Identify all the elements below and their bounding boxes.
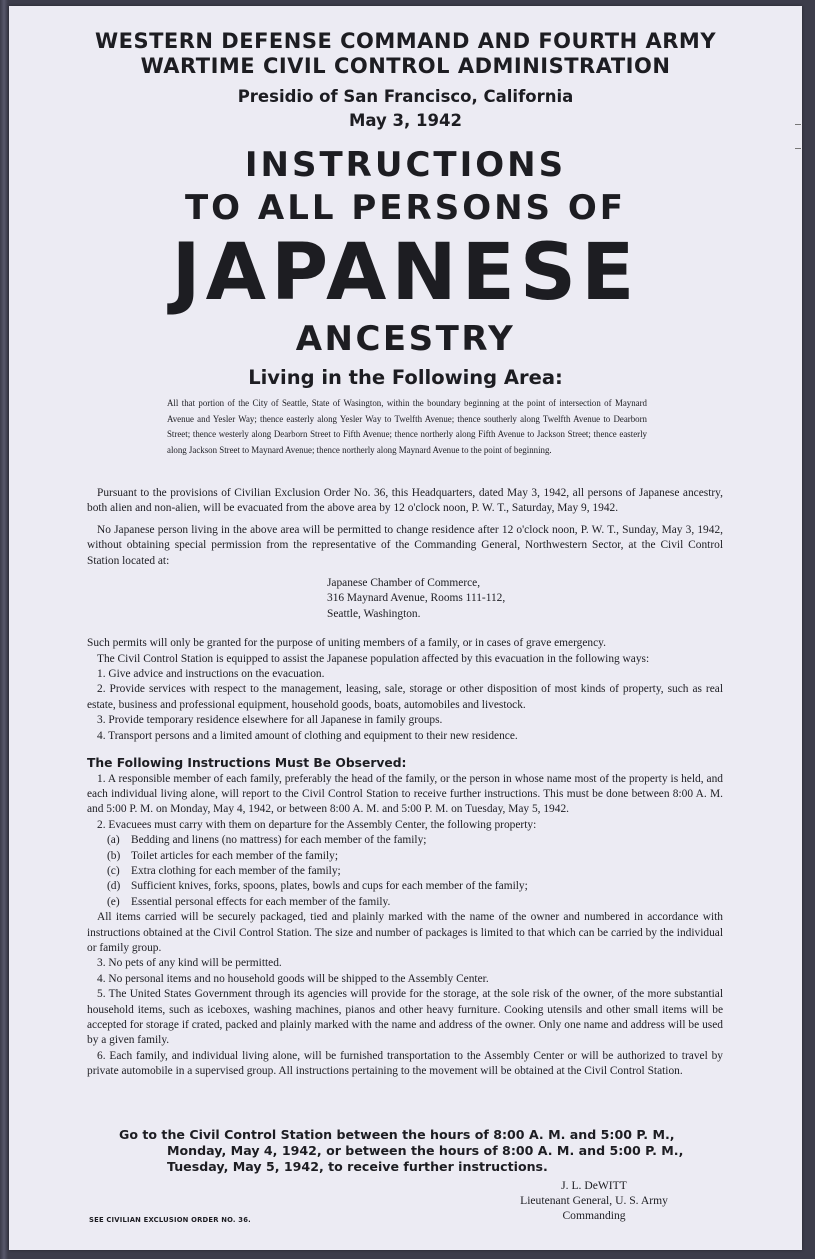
property-text: Sufficient knives, forks, spoons, plates, bowls and cups for each member of the family;: [131, 880, 528, 893]
header-command: WESTERN DEFENSE COMMAND AND FOURTH ARMY: [94, 29, 717, 53]
title-instructions: INSTRUCTIONS: [244, 145, 567, 185]
signature-name: J. L. DeWITT: [561, 1179, 627, 1192]
property-item: [87, 879, 723, 894]
edge-mark: [795, 124, 801, 125]
instruction-item: 4. No personal items and no household goods will be shipped to the Assembly Center.: [97, 972, 489, 985]
closing-line: Monday, May 4, 1942, or between the hours of 8:00 A. M. and 5:00 P. M.,: [167, 1143, 684, 1158]
title-ancestry: ANCESTRY: [295, 319, 516, 359]
property-text: Bedding and linens (no mattress) for each member of the family;: [131, 834, 427, 847]
property-item: [87, 833, 723, 848]
title-japanese: JAPANESE: [171, 228, 640, 318]
property-item: [87, 895, 723, 910]
instruction-item: 1. A responsible member of each family, preferably the head of the family, or the person in whose name most of the property is held, and each individual living alone, will report to the Civil Control Station to receive further instructions. This must be done between 8:00 A. M. and 5:00 P. M. on Monday, May 4, 1942, or between 8:00 A. M. and 5:00 P. M. on Tuesday, May 5, 1942.: [87, 772, 723, 816]
instruction-item: 6. Each family, and individual living alone, will be furnished transportation to the Assembly Center or will be authorized to travel by private automobile in a supervised group. All instructions pertaining to the movement will be obtained at the Civil Control Station.: [87, 1049, 723, 1078]
property-label: (e): [107, 895, 120, 908]
service-item: 1. Give advice and instructions on the evacuation.: [97, 668, 325, 681]
address-line: Japanese Chamber of Commerce,: [327, 577, 481, 590]
paragraph-permits: Such permits will only be granted for the purpose of uniting members of a family, or in cases of grave emergency.: [87, 637, 606, 650]
paragraph-exclusion-order: Pursuant to the provisions of Civilian Exclusion Order No. 36, this Headquarters, dated May 3, 1942, all persons of Japanese ancestry, both alien and non-alien, will be evacuated from the above area by 12 o'clock noon, P. W. T., Saturday, May 9, 1942.: [87, 487, 723, 515]
instructions-heading: The Following Instructions Must Be Observed:: [87, 756, 407, 771]
paragraph-control-station: The Civil Control Station is equipped to assist the Japanese population affected by this evacuation in the following ways:: [97, 652, 650, 665]
header-date: May 3, 1942: [349, 111, 462, 130]
address-line: Seattle, Washington.: [327, 607, 421, 620]
control-station-address: [87, 576, 723, 622]
service-item: 2. Provide services with respect to the management, leasing, sale, storage or other disposition of most kinds of property, such as real estate, business and professional equipment, household goods, boats, automobiles and livestock.: [87, 683, 723, 711]
poster-sheet: [9, 6, 802, 1250]
edge-mark: [795, 148, 801, 149]
notice-body: [87, 486, 723, 1080]
paragraph-packaging: All items carried will be securely packaged, tied and plainly marked with the name of the owner and numbered in accordance with instructions obtained at the Civil Control Station. The size and number of packages is limited to that which can be carried by the individual or family group.: [87, 911, 723, 954]
instruction-item: 2. Evacuees must carry with them on departure for the Assembly Center, the following property:: [97, 818, 537, 831]
paragraph-residence-change: No Japanese person living in the above area will be permitted to change residence after 12 o'clock noon, P. W. T., Sunday, May 3, 1942, without obtaining special permission from the representative of the Commanding General, Northwestern Sector, at the Civil Control Station located at:: [87, 523, 723, 567]
property-item: [87, 849, 723, 864]
property-text: Essential personal effects for each member of the family.: [131, 895, 391, 908]
service-item: 3. Provide temporary residence elsewhere for all Japanese in family groups.: [97, 714, 443, 727]
address-line: 316 Maynard Avenue, Rooms 111-112,: [327, 592, 506, 605]
property-text: Extra clothing for each member of the family;: [131, 864, 341, 877]
footer-order-reference: SEE CIVILIAN EXCLUSION ORDER NO. 36.: [89, 1216, 251, 1224]
signature-role: Commanding: [562, 1209, 626, 1222]
service-item: 4. Transport persons and a limited amount of clothing and equipment to their new residence.: [97, 729, 518, 742]
property-item: [87, 864, 723, 879]
title-area-subtitle: Living in the Following Area:: [248, 366, 563, 389]
property-label: (a): [107, 834, 120, 847]
header-administration: WARTIME CIVIL CONTROL ADMINISTRATION: [140, 54, 671, 78]
closing-line: Go to the Civil Control Station between the hours of 8:00 A. M. and 5:00 P. M.,: [119, 1127, 675, 1142]
closing-line: Tuesday, May 5, 1942, to receive further instructions.: [167, 1159, 548, 1174]
title-to-all-persons: TO ALL PERSONS OF: [184, 188, 627, 228]
signature-rank: Lieutenant General, U. S. Army: [520, 1194, 668, 1207]
property-text: Toilet articles for each member of the family;: [131, 849, 338, 862]
area-description: All that portion of the City of Seattle, State of Wasington, within the boundary beginning at the point of intersection of Maynard Avenue and Yesler Way; thence easterly along Yesler Way to Twelfth Avenue; thence southerly along Twelfth Avenue to Dearborn Street; thence westerly along Dearborn Street to Fifth Avenue; thence northerly along Fifth Avenue to Jackson Street; thence easterly along Jackson Street to Maynard Avenue; thence northerly along Maynard Avenue to the point of beginning.: [167, 398, 647, 455]
property-label: (d): [107, 880, 121, 893]
instruction-item: 3. No pets of any kind will be permitted.: [97, 957, 282, 970]
header-location: Presidio of San Francisco, California: [237, 87, 574, 106]
property-label: (c): [107, 864, 120, 877]
property-label: (b): [107, 849, 121, 862]
instruction-item: 5. The United States Government through its agencies will provide for the storage, at the sole risk of the owner, of the more substantial household items, such as iceboxes, washing machines, pianos and other heavy furniture. Cooking utensils and other small items will be accepted for storage if crated, packed and plainly marked with the name and address of the owner. Only one name and address will be used by a given family.: [87, 988, 723, 1047]
